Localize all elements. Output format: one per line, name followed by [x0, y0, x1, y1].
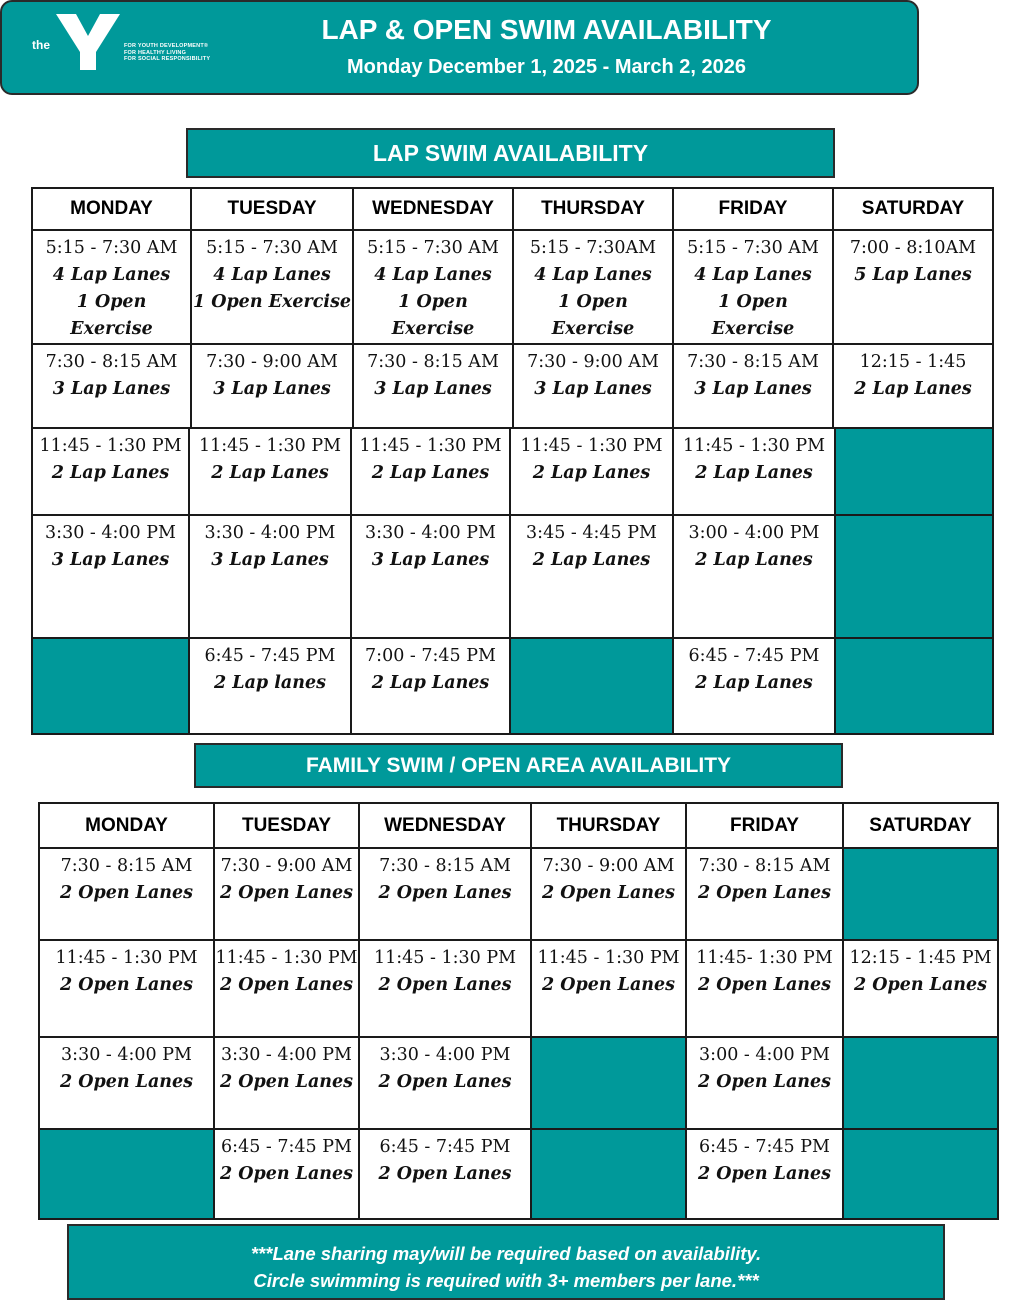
schedule-cell [351, 515, 510, 638]
lane-info: 2 Open Lanes [697, 975, 832, 995]
time-slot: 11:45 - 1:30 PM [537, 948, 680, 968]
schedule-cell [214, 1129, 359, 1219]
time-slot: 5:15 - 7:30AM [529, 238, 657, 258]
time-slot: 3:30 - 4:00 PM [45, 523, 176, 543]
lane-info: 2 Lap Lanes [532, 550, 651, 570]
family-swim-header-row [39, 803, 998, 848]
time-slot: 7:30 - 9:00 AM [542, 856, 675, 876]
schedule-cell [191, 230, 353, 344]
lane-info: 2 Lap Lanes [695, 550, 813, 570]
time-slot: 11:45 - 1:30 PM [39, 436, 182, 456]
schedule-cell [359, 848, 531, 940]
schedule-cell [510, 428, 673, 515]
lane-info: 2 Open Lanes [378, 1072, 512, 1092]
schedule-cell [39, 1037, 214, 1129]
day-header: THURSDAY [513, 188, 673, 230]
lane-info: 2 Open Lanes [219, 1164, 354, 1184]
footer-line: ***Lane sharing may/will be required based on availability. [250, 1243, 762, 1264]
time-slot: 11:45 - 1:30 PM [215, 948, 358, 968]
family-swim-heading: FAMILY SWIM / OPEN AREA AVAILABILITY [194, 743, 843, 788]
time-slot: 3:30 - 4:00 PM [379, 1045, 511, 1065]
time-slot: 7:30 - 8:15 AM [60, 856, 193, 876]
time-slot: 3:30 - 4:00 PM [221, 1045, 352, 1065]
day-header: MONDAY [32, 188, 191, 230]
table-row [39, 848, 998, 940]
schedule-cell [39, 848, 214, 940]
day-header: SATURDAY [843, 803, 998, 848]
table-row [32, 428, 993, 515]
lane-info: 2 Open Lanes [378, 1164, 512, 1184]
footer-note [67, 1224, 945, 1300]
footer-line: Circle swimming is required with 3+ members per lane.*** [253, 1270, 759, 1291]
unavailable-cell [32, 638, 189, 734]
lap-swim-table-top [31, 187, 994, 429]
lane-info: 1 Open Exercise [70, 292, 153, 339]
schedule-cell [673, 515, 835, 638]
logo-word: the [32, 38, 50, 52]
lane-info: 2 Lap lanes [214, 673, 326, 693]
lane-info: 2 Lap Lanes [695, 673, 813, 693]
lane-info: 3 Lap Lanes [211, 550, 329, 570]
lane-info: 4 Lap Lanes [534, 265, 652, 285]
day-header: THURSDAY [531, 803, 686, 848]
schedule-cell [510, 515, 673, 638]
time-slot: 11:45 - 1:30 PM [373, 948, 517, 968]
day-header: FRIDAY [673, 188, 833, 230]
day-header: SATURDAY [833, 188, 993, 230]
time-slot: 3:00 - 4:00 PM [699, 1045, 830, 1065]
lane-info: 2 Open Lanes [697, 1072, 832, 1092]
lane-info: 2 Open Lanes [853, 975, 988, 995]
schedule-cell [843, 940, 998, 1037]
schedule-cell [189, 428, 351, 515]
lane-info: 2 Open Lanes [59, 975, 194, 995]
lane-info: 2 Open Lanes [219, 1072, 354, 1092]
schedule-cell [673, 638, 835, 734]
schedule-cell [214, 1037, 359, 1129]
lane-info: 5 Lap Lanes [854, 265, 972, 285]
page-title: LAP & OPEN SWIM AVAILABILITY [321, 14, 772, 45]
time-slot: 3:45 - 4:45 PM [526, 523, 657, 543]
schedule-cell [833, 344, 993, 428]
lane-info: 3 Lap Lanes [52, 379, 171, 399]
schedule-cell [513, 344, 673, 428]
time-slot: 3:30 - 4:00 PM [61, 1045, 192, 1065]
lane-info: 2 Open Lanes [219, 975, 354, 995]
unavailable-cell [843, 1129, 998, 1219]
schedule-cell [359, 1037, 531, 1129]
time-slot: 7:00 - 8:10AM [849, 238, 977, 258]
time-slot: 6:45 - 7:45 PM [699, 1137, 830, 1157]
lane-info: 3 Lap Lanes [213, 379, 331, 399]
lane-info: 3 Lap Lanes [51, 550, 170, 570]
schedule-cell [686, 940, 843, 1037]
time-slot: 12:15 - 1:45 PM [849, 948, 992, 968]
time-slot: 3:30 - 4:00 PM [204, 523, 336, 543]
lane-info: 2 Open Lanes [697, 1164, 832, 1184]
lane-info: 2 Open Lanes [59, 883, 194, 903]
lane-info: 1 Open Exercise [391, 292, 475, 339]
lane-info: 3 Lap Lanes [534, 379, 652, 399]
time-slot: 7:30 - 8:15 AM [45, 352, 178, 372]
time-slot: 11:45- 1:30 PM [696, 948, 833, 968]
logo-tagline: FOR YOUTH DEVELOPMENT® FOR HEALTHY LIVING FOR SOCIAL RESPONSIBILITY [124, 43, 211, 62]
unavailable-cell [835, 638, 993, 734]
schedule-cell [353, 344, 513, 428]
lane-info: 2 Lap Lanes [211, 463, 329, 483]
schedule-cell [189, 515, 351, 638]
lane-info: 4 Lap Lanes [374, 265, 492, 285]
schedule-cell [39, 940, 214, 1037]
lap-swim-table-bottom [31, 427, 994, 735]
time-slot: 7:30 - 9:00 AM [220, 856, 353, 876]
day-header: WEDNESDAY [353, 188, 513, 230]
table-row [32, 638, 993, 734]
header-banner [0, 0, 919, 95]
lane-info: 2 Open Lanes [541, 883, 676, 903]
time-slot: 11:45 - 1:30 PM [55, 948, 198, 968]
family-swim-table [38, 802, 999, 1220]
schedule-cell [351, 428, 510, 515]
schedule-cell [214, 848, 359, 940]
lane-info: 2 Lap Lanes [371, 463, 490, 483]
schedule-cell [359, 940, 531, 1037]
schedule-cell [513, 230, 673, 344]
schedule-cell [673, 344, 833, 428]
schedule-cell [32, 230, 191, 344]
lane-info: 1 Open Exercise [551, 292, 635, 339]
lane-info: 2 Open Lanes [59, 1072, 194, 1092]
lap-swim-header-row [32, 188, 993, 230]
table-row [32, 230, 993, 344]
unavailable-cell [510, 638, 673, 734]
schedule-cell [191, 344, 353, 428]
day-header: MONDAY [39, 803, 214, 848]
time-slot: 11:45 - 1:30 PM [359, 436, 502, 456]
table-row [39, 1129, 998, 1219]
schedule-cell [32, 344, 191, 428]
time-slot: 7:00 - 7:45 PM [365, 646, 496, 666]
time-slot: 12:15 - 1:45 [859, 352, 967, 372]
schedule-cell [32, 428, 189, 515]
lane-info: 2 Open Lanes [697, 883, 832, 903]
lane-info: 2 Lap Lanes [854, 379, 972, 399]
schedule-cell [189, 638, 351, 734]
schedule-cell [359, 1129, 531, 1219]
schedule-cell [833, 230, 993, 344]
lane-info: 1 Open Exercise [192, 292, 352, 312]
unavailable-cell [531, 1129, 686, 1219]
time-slot: 6:45 - 7:45 PM [221, 1137, 352, 1157]
schedule-cell [531, 940, 686, 1037]
time-slot: 7:30 - 8:15 AM [698, 856, 831, 876]
unavailable-cell [835, 515, 993, 638]
time-slot: 7:30 - 8:15 AM [367, 352, 499, 372]
lane-info: 2 Open Lanes [541, 975, 676, 995]
lane-info: 2 Open Lanes [378, 975, 512, 995]
schedule-cell [673, 428, 835, 515]
lane-info: 3 Lap Lanes [371, 550, 490, 570]
schedule-cell [353, 230, 513, 344]
lap-swim-heading: LAP SWIM AVAILABILITY [186, 128, 835, 178]
page-subtitle: Monday December 1, 2025 - March 2, 2026 [346, 56, 747, 78]
schedule-cell [531, 848, 686, 940]
time-slot: 6:45 - 7:45 PM [204, 646, 336, 666]
time-slot: 6:45 - 7:45 PM [688, 646, 820, 666]
lane-info: 2 Lap Lanes [51, 463, 170, 483]
unavailable-cell [843, 1037, 998, 1129]
unavailable-cell [843, 848, 998, 940]
lane-info: 2 Lap Lanes [695, 463, 813, 483]
unavailable-cell [531, 1037, 686, 1129]
time-slot: 7:30 - 8:15 AM [687, 352, 819, 372]
time-slot: 3:00 - 4:00 PM [688, 523, 820, 543]
lane-info: 2 Open Lanes [378, 883, 512, 903]
schedule-cell [214, 940, 359, 1037]
day-header: FRIDAY [686, 803, 843, 848]
time-slot: 3:30 - 4:00 PM [365, 523, 496, 543]
lane-info: 4 Lap Lanes [213, 265, 331, 285]
time-slot: 7:30 - 9:00 AM [527, 352, 659, 372]
day-header: TUESDAY [191, 188, 353, 230]
time-slot: 5:15 - 7:30 AM [45, 238, 178, 258]
lane-info: 1 Open Exercise [711, 292, 795, 339]
time-slot: 5:15 - 7:30 AM [367, 238, 499, 258]
lane-info: 2 Lap Lanes [371, 673, 490, 693]
time-slot: 5:15 - 7:30 AM [687, 238, 819, 258]
schedule-cell [686, 1129, 843, 1219]
schedule-cell [686, 848, 843, 940]
schedule-cell [686, 1037, 843, 1129]
time-slot: 5:15 - 7:30 AM [206, 238, 338, 258]
day-header: TUESDAY [214, 803, 359, 848]
schedule-cell [351, 638, 510, 734]
unavailable-cell [39, 1129, 214, 1219]
time-slot: 11:45 - 1:30 PM [198, 436, 342, 456]
table-row [32, 344, 993, 428]
table-row [39, 1037, 998, 1129]
time-slot: 6:45 - 7:45 PM [379, 1137, 511, 1157]
time-slot: 7:30 - 9:00 AM [206, 352, 338, 372]
time-slot: 11:45 - 1:30 PM [520, 436, 663, 456]
table-row [39, 940, 998, 1037]
schedule-cell [32, 515, 189, 638]
time-slot: 11:45 - 1:30 PM [682, 436, 826, 456]
schedule-cell [673, 230, 833, 344]
table-row [32, 515, 993, 638]
day-header: WEDNESDAY [359, 803, 531, 848]
time-slot: 7:30 - 8:15 AM [379, 856, 511, 876]
lane-info: 3 Lap Lanes [374, 379, 492, 399]
lane-info: 3 Lap Lanes [694, 379, 812, 399]
lane-info: 4 Lap Lanes [694, 265, 812, 285]
lane-info: 2 Lap Lanes [532, 463, 651, 483]
lane-info: 4 Lap Lanes [52, 265, 171, 285]
unavailable-cell [835, 428, 993, 515]
lane-info: 2 Open Lanes [219, 883, 354, 903]
